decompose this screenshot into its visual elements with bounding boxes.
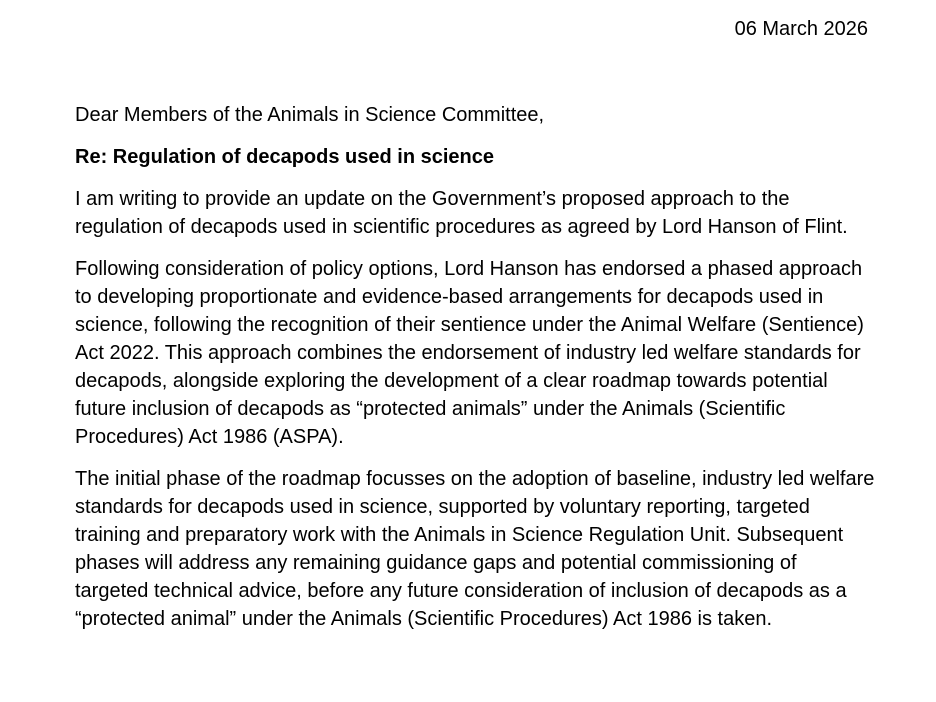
letter-subject: Re: Regulation of decapods used in science [75, 146, 494, 168]
letter-body [75, 101, 875, 647]
letter-salutation: Dear Members of the Animals in Science Committee, [75, 104, 545, 126]
paragraph-policy-approach: Following consideration of policy options, Lord Hanson has endorsed a phased approach to developing proportionate and evidence-based arrangements for decapods used in science, following the recognition of their sentience under the Animal Welfare (Sentience) Act 2022. This approach combines the endorsement of industry led welfare standards for decapods, alongside exploring the development of a clear roadmap towards potential future inclusion of decapods as “protected animals” under the Animals (Scientific Procedures) Act 1986 (ASPA). [75, 258, 864, 448]
letter-date: 06 March 2026 [734, 18, 868, 40]
paragraph-update: I am writing to provide an update on the Government’s proposed approach to the regulation of decapods used in scientific procedures as agreed by Lord Hanson of Flint. [75, 188, 848, 238]
paragraph-roadmap: The initial phase of the roadmap focusses on the adoption of baseline, industry led welfare standards for decapods used in science, supported by voluntary reporting, targeted training and preparatory work with the Animals in Science Regulation Unit. Subsequent phases will address any remaining guidance gaps and potential commissioning of targeted technical advice, before any future consideration of inclusion of decapods as a “protected animal” under the Animals (Scientific Procedures) Act 1986 is taken. [75, 468, 875, 630]
